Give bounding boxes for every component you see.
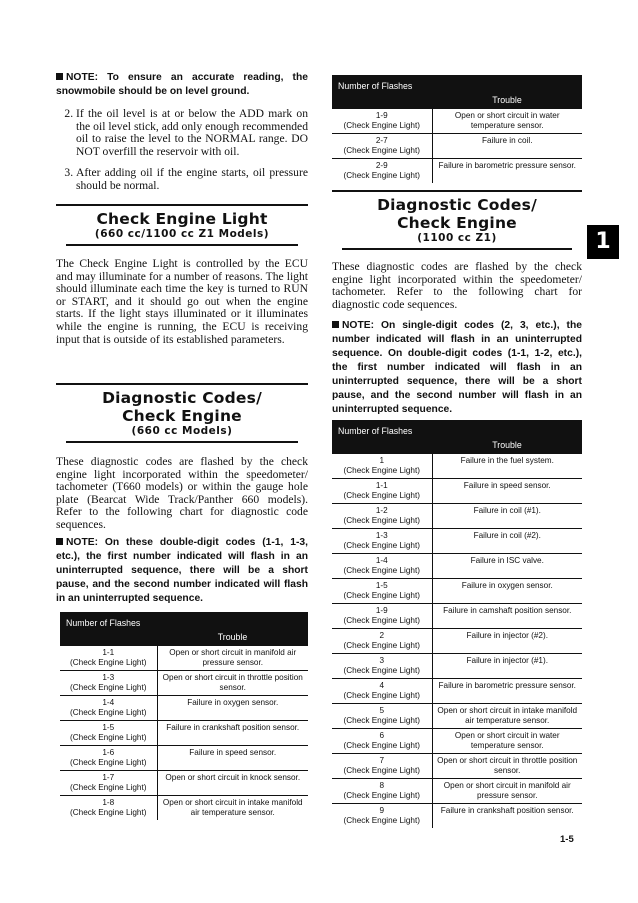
flash-code: 1-4 bbox=[102, 698, 115, 707]
table-row bbox=[332, 529, 582, 554]
flash-source: (Check Engine Light) bbox=[70, 783, 147, 792]
table-row bbox=[332, 604, 582, 629]
table-row bbox=[332, 109, 582, 134]
heading-subtitle: (660 cc Models) bbox=[131, 425, 233, 437]
table-row bbox=[332, 454, 582, 479]
trouble-description: Failure in barometric pressure sensor. bbox=[432, 679, 582, 704]
table-row bbox=[60, 746, 308, 771]
trouble-description: Open or short circuit in intake manifold air temperature sensor. bbox=[432, 704, 582, 729]
table-row bbox=[332, 134, 582, 159]
table-header-row bbox=[332, 420, 582, 454]
flash-source: (Check Engine Light) bbox=[343, 146, 420, 155]
table-row bbox=[332, 804, 582, 829]
diagnostic-codes-1100-heading bbox=[332, 190, 582, 250]
flash-code: 1-1 bbox=[102, 648, 115, 657]
heading-subtitle: (660 cc/1100 cc Z1 Models) bbox=[94, 228, 270, 240]
trouble-description: Failure in crankshaft position sensor. bbox=[157, 721, 308, 746]
flash-source: (Check Engine Light) bbox=[343, 616, 420, 625]
flash-source: (Check Engine Light) bbox=[70, 683, 147, 692]
diagnostic-660-paragraph: These diagnostic codes are flashed by the check engine light incorporated within the speedometer/ tachometer (T660 models) or within the gauge hole plate (Bearcat Wide Track/Panther 660 models). Refer to the following chart for diagnostic code sequences. bbox=[56, 455, 308, 531]
table-row bbox=[332, 679, 582, 704]
flash-source: (Check Engine Light) bbox=[70, 658, 147, 667]
table-row bbox=[332, 554, 582, 579]
column-header-trouble: Trouble bbox=[432, 75, 582, 109]
trouble-description: Failure in oxygen sensor. bbox=[157, 696, 308, 721]
flash-source: (Check Engine Light) bbox=[343, 541, 420, 550]
flash-code: 1-9 bbox=[375, 606, 388, 615]
flash-source: (Check Engine Light) bbox=[343, 791, 420, 800]
check-engine-light-paragraph: The Check Engine Light is controlled by the ECU and may illuminate for a number of reasons. The light should illuminate each time the key is turned to RUN or START, and it should go out when the engine starts. If the light stays illuminated or it illuminates while the engine is running, the ECU is receiving input that is outside of its established parameters. bbox=[56, 257, 308, 346]
flash-code: 1 bbox=[379, 456, 385, 465]
flash-source: (Check Engine Light) bbox=[343, 741, 420, 750]
step-2: 2. If the oil level is at or below the ADD mark on the oil level stick, add only enough recommended oil to raise the level to the NORMAL range. DO NOT overfill the reservoir with oil. bbox=[76, 108, 308, 158]
heading-title-line2: Check Engine bbox=[122, 407, 242, 425]
trouble-description: Failure in speed sensor. bbox=[432, 479, 582, 504]
table-row bbox=[332, 479, 582, 504]
flash-source: (Check Engine Light) bbox=[70, 708, 147, 717]
flash-source: (Check Engine Light) bbox=[343, 121, 420, 130]
table-header-row bbox=[60, 612, 308, 646]
flash-source: (Check Engine Light) bbox=[343, 666, 420, 675]
table-row bbox=[332, 704, 582, 729]
table-header-row bbox=[332, 75, 582, 109]
step-3: 3. After adding oil if the engine starts, oil pressure should be normal. bbox=[76, 167, 308, 192]
table-row bbox=[332, 504, 582, 529]
codes-table-660 bbox=[60, 612, 308, 820]
flash-code: 6 bbox=[379, 731, 385, 740]
heading-title: Check Engine Light bbox=[96, 210, 268, 228]
trouble-description: Failure in injector (#2). bbox=[432, 629, 582, 654]
flash-source: (Check Engine Light) bbox=[343, 566, 420, 575]
table-row bbox=[332, 159, 582, 184]
table-row bbox=[60, 696, 308, 721]
level-ground-note: NOTE: To ensure an accurate reading, the snowmobile should be on level ground. bbox=[56, 72, 308, 97]
chapter-tab-marker: 1 bbox=[587, 225, 619, 259]
heading-title-line1: Diagnostic Codes/ bbox=[377, 196, 537, 214]
flash-code: 1-8 bbox=[102, 798, 115, 807]
flash-source: (Check Engine Light) bbox=[343, 766, 420, 775]
oil-steps-list bbox=[56, 108, 308, 202]
trouble-description: Open or short circuit in water temperature sensor. bbox=[432, 729, 582, 754]
trouble-description: Failure in coil (#2). bbox=[432, 529, 582, 554]
flash-code: 7 bbox=[379, 756, 385, 765]
heading-subtitle: (1100 cc Z1) bbox=[417, 232, 497, 244]
heading-title-line1: Diagnostic Codes/ bbox=[102, 389, 262, 407]
flash-source: (Check Engine Light) bbox=[343, 716, 420, 725]
flash-source: (Check Engine Light) bbox=[70, 758, 147, 767]
table-row bbox=[60, 771, 308, 796]
flash-code: 8 bbox=[379, 781, 385, 790]
flash-source: (Check Engine Light) bbox=[343, 466, 420, 475]
single-digit-note: NOTE: On single-digit codes (2, 3, etc.), the number indicated will flash in an uninterrupted sequence. On double-digit codes (1-1, 1-2, etc.), the first number indicated will flash in an uninterrupted sequence, there will be a short pause, and the second number will flash in an uninterrupted sequence. bbox=[332, 320, 582, 415]
flash-source: (Check Engine Light) bbox=[343, 691, 420, 700]
table-row bbox=[332, 579, 582, 604]
trouble-description: Failure in coil (#1). bbox=[432, 504, 582, 529]
check-engine-light-heading bbox=[56, 204, 308, 246]
flash-code: 1-3 bbox=[375, 531, 388, 540]
flash-code: 1-1 bbox=[375, 481, 388, 490]
flash-code: 1-9 bbox=[375, 111, 388, 120]
flash-code: 1-2 bbox=[375, 506, 388, 515]
flash-code: 2-7 bbox=[375, 136, 388, 145]
flash-source: (Check Engine Light) bbox=[70, 733, 147, 742]
flash-code: 1-3 bbox=[102, 673, 115, 682]
column-header-trouble: Trouble bbox=[432, 420, 582, 454]
flash-source: (Check Engine Light) bbox=[343, 491, 420, 500]
table-row bbox=[60, 796, 308, 821]
flash-source: (Check Engine Light) bbox=[343, 516, 420, 525]
trouble-description: Failure in barometric pressure sensor. bbox=[438, 161, 576, 170]
flash-source: (Check Engine Light) bbox=[343, 171, 420, 180]
trouble-description: Failure in camshaft position sensor. bbox=[432, 604, 582, 629]
flash-source: (Check Engine Light) bbox=[343, 641, 420, 650]
flash-code: 5 bbox=[379, 706, 385, 715]
flash-source: (Check Engine Light) bbox=[343, 816, 420, 825]
diagnostic-codes-660-heading bbox=[56, 383, 308, 443]
column-header-flashes: Number of Flashes bbox=[332, 75, 432, 109]
codes-table-continued bbox=[332, 75, 582, 183]
column-header-trouble: Trouble bbox=[157, 612, 308, 646]
flash-code: 2 bbox=[379, 631, 385, 640]
double-digit-note: NOTE: On these double-digit codes (1-1, 1-3, etc.), the first number indicated will flash in an uninterrupted sequence, there will be a short pause, and the second number indicated will flash in an uninterrupted sequence. bbox=[56, 537, 308, 604]
codes-table-1100 bbox=[332, 420, 582, 828]
table-row bbox=[332, 729, 582, 754]
heading-rule bbox=[342, 248, 572, 250]
diagnostic-1100-paragraph: These diagnostic codes are flashed by the check engine light incorporated within the speedometer/ tachometer. Refer to the following chart for diagnostic code sequences. bbox=[332, 260, 582, 311]
column-header-flashes: Number of Flashes bbox=[332, 420, 432, 454]
page-number: 1-5 bbox=[560, 834, 574, 845]
trouble-description: Open or short circuit in manifold air pressure sensor. bbox=[157, 646, 308, 671]
trouble-description: Failure in speed sensor. bbox=[157, 746, 308, 771]
flash-code: 1-5 bbox=[375, 581, 388, 590]
trouble-description: Failure in injector (#1). bbox=[432, 654, 582, 679]
trouble-description: Open or short circuit in throttle position sensor. bbox=[157, 671, 308, 696]
flash-code: 2-9 bbox=[375, 161, 388, 170]
trouble-description: Failure in ISC valve. bbox=[432, 554, 582, 579]
table-row bbox=[332, 629, 582, 654]
flash-code: 1-6 bbox=[102, 748, 115, 757]
flash-code: 1-7 bbox=[102, 773, 115, 782]
note-bullet-icon bbox=[56, 538, 63, 545]
trouble-description: Open or short circuit in throttle position sensor. bbox=[432, 754, 582, 779]
table-row bbox=[60, 721, 308, 746]
heading-title-line2: Check Engine bbox=[397, 214, 517, 232]
flash-source: (Check Engine Light) bbox=[343, 591, 420, 600]
column-header-flashes: Number of Flashes bbox=[60, 612, 157, 646]
heading-rule bbox=[66, 244, 298, 246]
trouble-description: Failure in oxygen sensor. bbox=[432, 579, 582, 604]
table-row bbox=[60, 646, 308, 671]
flash-code: 1-5 bbox=[102, 723, 115, 732]
table-row bbox=[332, 654, 582, 679]
trouble-description: Open or short circuit in knock sensor. bbox=[157, 771, 308, 796]
trouble-description: Open or short circuit in water temperature sensor. bbox=[432, 109, 582, 134]
trouble-description: Failure in coil. bbox=[432, 134, 582, 159]
flash-code: 3 bbox=[379, 656, 385, 665]
note-bullet-icon bbox=[56, 73, 63, 80]
trouble-description: Failure in the fuel system. bbox=[432, 454, 582, 479]
flash-code: 4 bbox=[379, 681, 385, 690]
trouble-description: Open or short circuit in intake manifold air temperature sensor. bbox=[162, 798, 303, 817]
trouble-description: Failure in crankshaft position sensor. bbox=[440, 806, 574, 815]
trouble-description: Open or short circuit in manifold air pressure sensor. bbox=[432, 779, 582, 804]
flash-source: (Check Engine Light) bbox=[70, 808, 147, 817]
flash-code: 1-4 bbox=[375, 556, 388, 565]
table-row bbox=[332, 779, 582, 804]
note-bullet-icon bbox=[332, 321, 339, 328]
table-row bbox=[60, 671, 308, 696]
table-row bbox=[332, 754, 582, 779]
flash-code: 9 bbox=[379, 806, 385, 815]
heading-rule bbox=[66, 441, 298, 443]
